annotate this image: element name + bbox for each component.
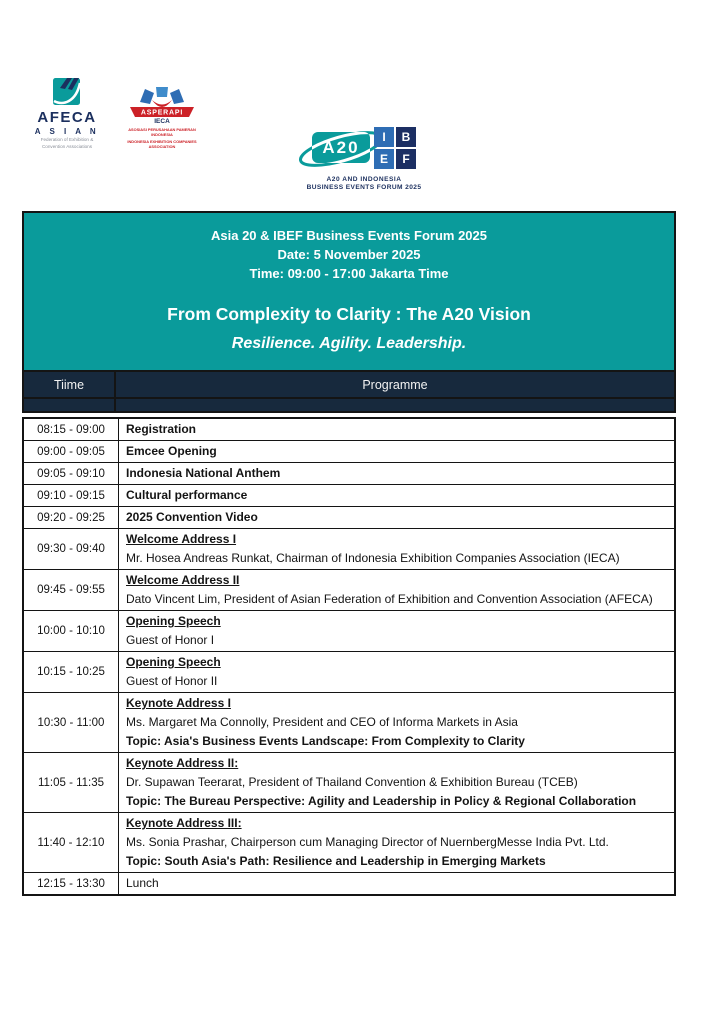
event-time-line: Time: 09:00 - 17:00 Jakarta Time: [249, 266, 449, 281]
programme-line: Ms. Margaret Ma Connolly, President and CEO of Informa Markets in Asia: [126, 715, 518, 729]
table-header-row: [24, 372, 674, 399]
table-row: [23, 485, 675, 507]
table-row: [23, 611, 675, 652]
table-row: [23, 507, 675, 529]
a20-ibef-logo: [294, 127, 434, 192]
table-row: [23, 652, 675, 693]
ibef-tile-e: E: [374, 149, 394, 169]
table-row: [23, 753, 675, 813]
event-title-line: Asia 20 & IBEF Business Events Forum 2025: [211, 228, 487, 243]
afeca-logo-region: A S I A N: [34, 127, 100, 136]
afeca-logo: [30, 76, 104, 149]
a20-ibef-logo-mark: [312, 127, 416, 171]
table-row: [23, 463, 675, 485]
ibef-tile-f: F: [396, 149, 416, 169]
programme-line: Cultural performance: [126, 488, 248, 502]
row-time: 10:30 - 11:00: [23, 693, 119, 753]
programme-line: Opening Speech: [126, 655, 221, 669]
a20-caption-line-1: A20 AND INDONESIA: [326, 176, 402, 183]
table-header: [22, 370, 676, 413]
programme-line: Dato Vincent Lim, President of Asian Federation of Exhibition and Convention Association (AFECA): [126, 592, 653, 606]
afeca-logo-name: AFECA: [37, 109, 97, 126]
row-programme: [119, 529, 676, 570]
programme-line: Registration: [126, 422, 197, 436]
row-programme: [119, 693, 676, 753]
row-time: 09:45 - 09:55: [23, 570, 119, 611]
event-theme-title: From Complexity to Clarity : The A20 Vision: [167, 304, 531, 324]
table-row: [23, 441, 675, 463]
ibef-letter-grid: [374, 127, 416, 169]
row-programme: [119, 441, 676, 463]
row-programme: [119, 611, 676, 652]
a20-badge-label: A20: [322, 138, 360, 157]
programme-block: [22, 211, 676, 896]
programme-line: Topic: Asia's Business Events Landscape: From Complexity to Clarity: [126, 734, 525, 748]
afeca-logo-tagline-2: Convention Associations: [41, 143, 93, 149]
event-theme-subtitle: Resilience. Agility. Leadership.: [231, 335, 467, 352]
row-time: 12:15 - 13:30: [23, 873, 119, 896]
row-time: 09:05 - 09:10: [23, 463, 119, 485]
asperapi-tagline-2: INDONESIA EXHIBITION COMPANIES ASSOCIATION: [127, 139, 197, 149]
programme-line: Ms. Sonia Prashar, Chairperson cum Managing Director of NuernbergMesse India Pvt. Ltd.: [126, 835, 609, 849]
programme-line: Guest of Honor II: [126, 674, 218, 688]
row-time: 08:15 - 09:00: [23, 418, 119, 441]
programme-line: Topic: South Asia's Path: Resilience and Leadership in Emerging Markets: [126, 854, 546, 868]
table-row: [23, 418, 675, 441]
row-time: 09:00 - 09:05: [23, 441, 119, 463]
row-time: 09:10 - 09:15: [23, 485, 119, 507]
row-programme: [119, 570, 676, 611]
row-programme: [119, 485, 676, 507]
programme-line: Lunch: [126, 876, 159, 890]
event-header: [22, 211, 676, 370]
table-row: [23, 873, 675, 896]
table-row: [23, 813, 675, 873]
row-time: 10:00 - 10:10: [23, 611, 119, 652]
column-header-time: Tiime: [24, 372, 116, 397]
ibef-tile-b: B: [396, 127, 416, 147]
programme-line: Indonesia National Anthem: [126, 466, 281, 480]
programme-line: Mr. Hosea Andreas Runkat, Chairman of Indonesia Exhibition Companies Association (IECA): [126, 551, 620, 565]
afeca-globe-icon: [48, 76, 86, 109]
row-time: 09:20 - 09:25: [23, 507, 119, 529]
programme-line: Keynote Address II:: [126, 756, 239, 770]
table-row: [23, 529, 675, 570]
column-header-programme: Programme: [362, 377, 428, 392]
row-time: 09:30 - 09:40: [23, 529, 119, 570]
row-programme: [119, 418, 676, 441]
programme-line: Guest of Honor I: [126, 633, 215, 647]
table-row: [23, 693, 675, 753]
programme-line: Keynote Address III:: [126, 816, 242, 830]
row-programme: [119, 463, 676, 485]
spacer-cell-time: [24, 399, 116, 411]
spacer-cell-programme: [116, 399, 674, 411]
svg-text:ASPERAPI: ASPERAPI: [140, 109, 184, 117]
row-time: 11:05 - 11:35: [23, 753, 119, 813]
row-programme: [119, 813, 676, 873]
a20-badge: [312, 132, 370, 163]
asperapi-tagline-1: ASOSIASI PERUSAHAAN PAMERAN INDONESIA: [128, 127, 196, 137]
row-time: 10:15 - 10:25: [23, 652, 119, 693]
afeca-logo-tagline-1: Federation of Exhibition &: [40, 137, 94, 142]
row-programme: [119, 507, 676, 529]
event-date-line: Date: 5 November 2025: [277, 247, 421, 262]
asperapi-org-label: IECA: [154, 118, 170, 125]
table-header-spacer-row: [24, 399, 674, 411]
asperapi-logo: [118, 84, 206, 149]
programme-line: Topic: The Bureau Perspective: Agility and Leadership in Policy & Regional Collaboration: [126, 794, 637, 808]
table-row: [23, 570, 675, 611]
row-programme: [119, 753, 676, 813]
programme-line: Emcee Opening: [126, 444, 217, 458]
a20-caption-line-2: BUSINESS EVENTS FORUM 2025: [306, 184, 422, 191]
ibef-tile-i: I: [374, 127, 394, 147]
programme-table: [22, 417, 676, 896]
row-time: 11:40 - 12:10: [23, 813, 119, 873]
programme-line: Welcome Address I: [126, 532, 237, 546]
programme-line: Welcome Address II: [126, 573, 240, 587]
programme-line: Dr. Supawan Teerarat, President of Thailand Convention & Exhibition Bureau (TCEB): [126, 775, 578, 789]
programme-line: Opening Speech: [126, 614, 221, 628]
programme-line: Keynote Address I: [126, 696, 231, 710]
programme-line: 2025 Convention Video: [126, 510, 258, 524]
row-programme: [119, 873, 676, 896]
row-programme: [119, 652, 676, 693]
programme-table-body: [23, 418, 675, 895]
